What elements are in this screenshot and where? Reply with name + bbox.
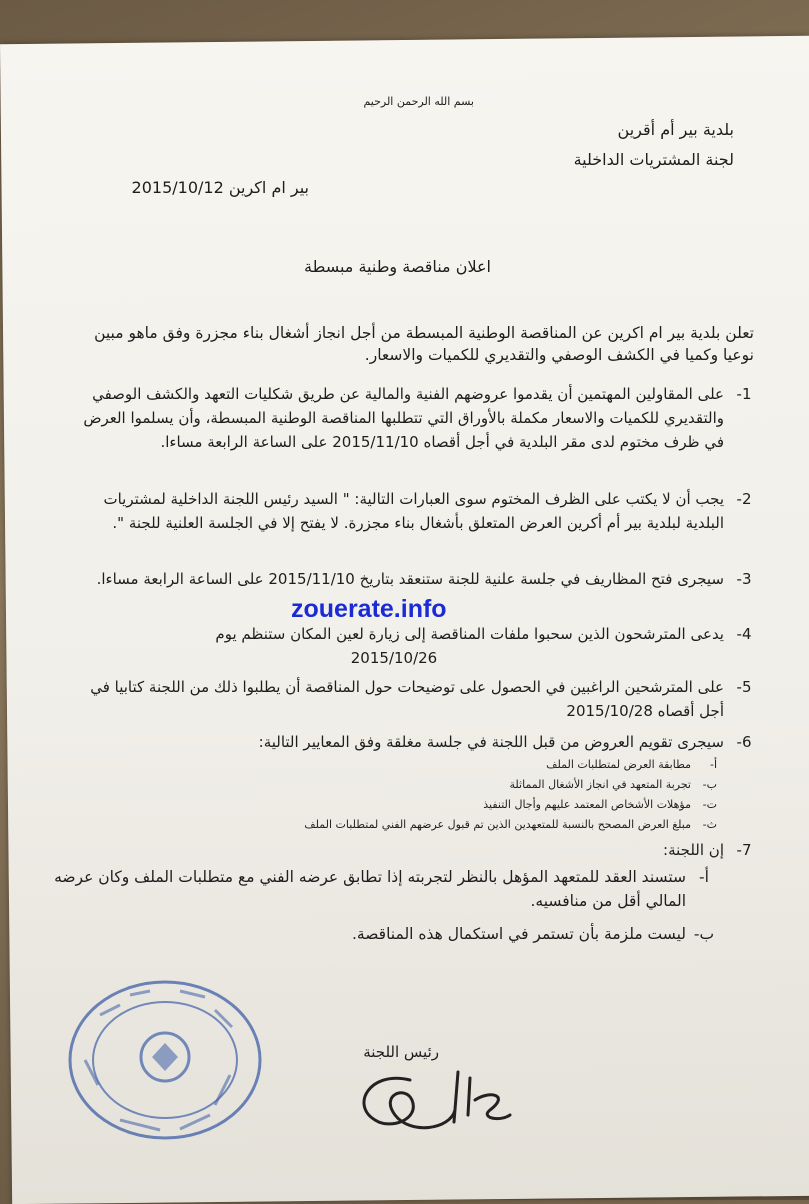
criteria-mark: أ- <box>709 758 717 771</box>
list-item <box>54 730 764 756</box>
item-text: على المترشحين الراغبين في الحصول على توضيحات حول المناقصة أن يطلبوا ذلك من اللجنة كتابيا في أجل أقصاه 2015/10/28 <box>90 678 724 720</box>
committee-name: لجنة المشتريات الداخلية <box>573 150 734 169</box>
municipality-name: بلدية بير أم أقرين <box>617 120 734 139</box>
criteria-mark: ت- <box>702 798 717 811</box>
criteria-item <box>510 778 718 792</box>
item-number: 7- <box>736 841 752 859</box>
list-item <box>54 838 764 864</box>
criteria-mark: ب- <box>702 778 717 791</box>
criteria-text: مبلغ العرض المصحح بالنسبة للمتعهدين الذين تم قبول عرضهم الفني لمتطلبات الملف <box>304 818 691 831</box>
item-text: إن اللجنة: <box>663 841 724 859</box>
criteria-text: تجربة المتعهد في انجاز الأشغال المماثلة <box>509 778 691 791</box>
place-date <box>132 178 309 197</box>
item-text: سيجرى فتح المظاريف في جلسة علنية للجنة ستنعقد بتاريخ 2015/11/10 على الساعة الرابعة مساءا. <box>96 570 724 588</box>
item-number: 5- <box>736 678 752 696</box>
item-text-line: يدعى المترشحون الذين سحبوا ملفات المناقصة إلى زيارة لعين المكان ستنظم يوم <box>215 625 724 643</box>
place: بير ام اكرين <box>228 178 309 197</box>
list-item <box>54 382 764 482</box>
criteria-mark: ث- <box>702 818 717 831</box>
official-stamp <box>40 965 270 1145</box>
committee-chair-label: رئيس اللجنة <box>363 1043 439 1061</box>
item-text: سيجرى تقويم العروض من قبل اللجنة في جلسة مغلقة وفق المعايير التالية: <box>258 733 724 751</box>
criteria-item <box>483 798 717 812</box>
intro-paragraph: تعلن بلدية بير ام اكرين عن المناقصة الوطنية المبسطة من أجل انجاز أشغال بناء مجزرة وفق ماهو مبين نوعيا وكميا في الكشف الوصفي والتقديري للكميات والاسعار. <box>94 324 754 364</box>
committee-item <box>54 922 764 948</box>
watermark: zouerate.info <box>291 595 447 623</box>
item-text: يجب أن لا يكتب على الظرف المختوم سوى العبارات التالية: " السيد رئيس اللجنة الداخلية لمشتريات البلدية لبلدية بير أم أكرين العرض المتعلق بأشغال بناء مجزرة. لا يفتح إلا في الجلسة العلنية للجنة ". <box>103 490 724 532</box>
committee-mark: ب- <box>693 925 715 943</box>
item-number: 4- <box>736 625 752 643</box>
item-text: على المقاولين المهتمين أن يقدموا عروضهم الفنية والمالية عن طريق شكليات التعهد والكشف الوصفي والتقديري للكميات والاسعار مكملة بالأوراق التي تتطلبها المناقصة الوطنية المبسطة، وأن يسلموا العرض في ظرف مختوم لدى مقر البلدية في أجل أقصاه 2015/11/10 على الساعة الرابعة مساءا. <box>83 385 724 451</box>
item-number: 1- <box>736 385 752 403</box>
list-item <box>54 675 764 725</box>
page-title: اعلان مناقصة وطنية مبسطة <box>304 257 491 276</box>
criteria-text: مطابقة العرض لمتطلبات الملف <box>546 758 691 771</box>
committee-text: ستسند العقد للمتعهد المؤهل بالنظر لتجربته إذا تطابق عرضه الفني مع متطلبات الملف وكان عرضه المالي أقل من منافسيه. <box>54 868 686 910</box>
criteria-text: مؤهلات الأشخاص المعتمد عليهم وأجال التنفيذ <box>483 798 691 811</box>
list-item <box>54 487 764 563</box>
item-number: 6- <box>736 733 752 751</box>
committee-mark: أ- <box>699 868 709 886</box>
visit-date: 2015/10/26 <box>350 649 438 667</box>
committee-text: ليست ملزمة بأن تستمر في استكمال هذه المناقصة. <box>352 925 686 943</box>
criteria-item <box>304 818 717 832</box>
criteria-item <box>546 758 717 772</box>
date: 2015/10/12 <box>131 178 224 197</box>
list-item <box>54 622 764 672</box>
item-text <box>64 622 724 670</box>
basmala: بسم الله الرحمن الرحيم <box>363 95 474 108</box>
signature <box>350 1060 520 1150</box>
committee-item <box>54 865 764 921</box>
item-number: 3- <box>736 570 752 588</box>
item-number: 2- <box>736 490 752 508</box>
